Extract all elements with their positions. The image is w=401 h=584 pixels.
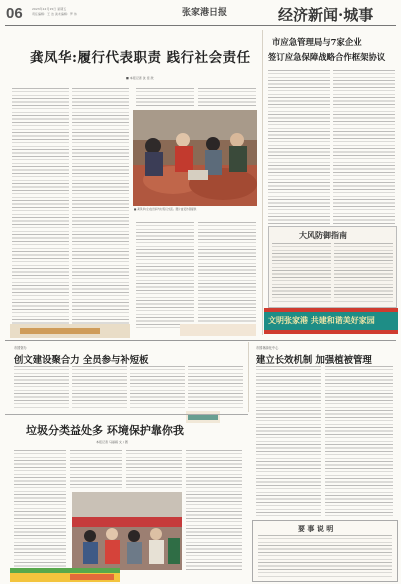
main-photo-caption: ■ 龚凤华(左)在田间与村民们交流。图片由受访者提供 <box>134 208 197 211</box>
right-top-headline-1: 市应急管理局与7家企业 <box>272 37 362 47</box>
main-byline: ■ 本报记者 沈 佳 欣 <box>126 76 154 80</box>
notice-body-col1 <box>272 243 331 303</box>
garbage-headline: 垃圾分类益处多 环境保护靠你我 <box>26 424 184 437</box>
date-line: 2023年12月15日 星期五 <box>32 7 67 11</box>
garbage-photo <box>72 492 182 570</box>
bottom-left-body-col3 <box>130 366 185 408</box>
header-rule <box>5 25 396 26</box>
page-number: 06 <box>6 5 23 22</box>
bottom-left-body-col1 <box>14 366 69 408</box>
banner-text: 文明张家港 共建和谐美好家园 <box>268 315 375 325</box>
section-title: 经济新闻·城事 <box>278 6 374 24</box>
promo-strip-bar <box>20 328 100 334</box>
garbage-body-col3 <box>126 450 182 490</box>
bottom-ad-band <box>10 568 120 573</box>
bottom-left-body-col2 <box>72 366 127 408</box>
right-top-body-col2 <box>333 70 395 225</box>
banner-stripe-bottom <box>264 330 398 334</box>
banner-ad <box>264 308 398 334</box>
editor-line: 责任编辑：王 洁 美术编辑：罗 伟 <box>32 12 77 16</box>
main-headline: 龚凤华:履行代表职责 践行社会责任 <box>30 50 251 66</box>
middle-rule <box>5 340 396 341</box>
bottom-right-body-col1 <box>256 366 321 516</box>
statement-box <box>252 520 398 582</box>
main-body-col4b <box>198 222 256 328</box>
statement-title: 要 事 说 明 <box>298 524 334 533</box>
right-top-headline-2: 签订应急保障战略合作框架协议 <box>268 52 386 62</box>
lower-rule <box>5 414 248 415</box>
banner-stripe <box>264 308 398 312</box>
bottom-left-body-col4 <box>188 366 243 408</box>
statement-body <box>258 535 392 577</box>
main-body-col2 <box>72 88 129 328</box>
page-header <box>0 0 401 30</box>
garbage-body-col2 <box>70 450 122 490</box>
promo-strip <box>10 324 130 338</box>
notice-body-col2 <box>334 243 393 303</box>
paper-name: 张家港日报 <box>182 8 228 18</box>
notice-box <box>268 226 397 308</box>
bottom-right-kicker: 市园林绿化中心 <box>256 346 279 350</box>
bottom-left-headline: 创文建设聚合力 全员参与补短板 <box>14 355 149 366</box>
main-body-col3b <box>136 222 194 328</box>
bottom-right-headline: 建立长效机制 加强植被管理 <box>256 355 372 366</box>
notice-title: 大风防御指南 <box>299 230 347 240</box>
main-photo <box>133 110 257 206</box>
main-body-col3 <box>136 88 194 108</box>
right-top-body-col1 <box>268 70 330 225</box>
promo-strip-2 <box>180 324 256 336</box>
main-body-col4 <box>198 88 256 108</box>
bottom-right-body-col2 <box>325 366 393 516</box>
garbage-byline: 本报记者 马丽娟 文 / 图 <box>96 440 128 444</box>
col-divider <box>262 30 263 335</box>
garbage-body-col4 <box>186 450 242 570</box>
bottom-ad-band-2 <box>70 574 114 580</box>
bottom-col-divider <box>248 342 249 412</box>
main-body-col1 <box>12 88 69 328</box>
garbage-body-col1 <box>14 450 66 570</box>
bottom-left-kicker: 市国资办 <box>14 346 27 350</box>
bottom-ad <box>10 568 120 582</box>
